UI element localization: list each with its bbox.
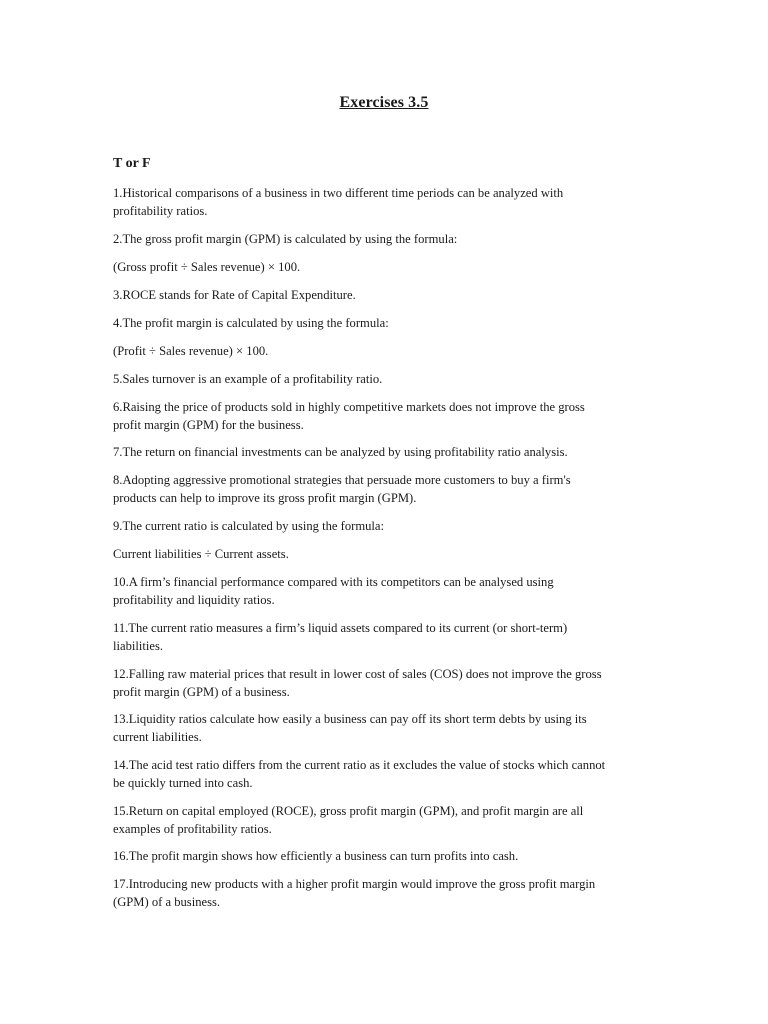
question-10 — [113, 574, 658, 609]
question-line: products can help to improve its gross profit margin (GPM). — [113, 490, 417, 505]
question-line: 13.Liquidity ratios calculate how easily a business can pay off its short term debts by using its — [113, 712, 587, 726]
question-8 — [113, 472, 658, 507]
question-line: 3.ROCE stands for Rate of Capital Expenditure. — [113, 288, 356, 302]
question-line: 17.Introducing new products with a higher profit margin would improve the gross profit margin — [113, 877, 596, 891]
question-line: be quickly turned into cash. — [113, 775, 253, 790]
question-7 — [113, 444, 658, 462]
question-line: profitability ratios. — [113, 203, 208, 218]
question-1 — [113, 185, 658, 220]
question-11 — [113, 620, 658, 655]
question-line: 10.A firm’s financial performance compared with its competitors can be analysed using — [113, 575, 554, 589]
question-line: profit margin (GPM) for the business. — [113, 417, 304, 432]
question-line: 8.Adopting aggressive promotional strategies that persuade more customers to buy a firm's — [113, 473, 571, 487]
question-4 — [113, 315, 658, 333]
question-line: profitability and liquidity ratios. — [113, 592, 275, 607]
question-5 — [113, 371, 658, 389]
formula-gpm — [113, 259, 658, 277]
question-6 — [113, 399, 658, 434]
question-line: current liabilities. — [113, 729, 202, 744]
question-line: 6.Raising the price of products sold in highly competitive markets does not improve the gross — [113, 400, 585, 414]
question-15 — [113, 803, 658, 838]
question-12 — [113, 666, 658, 701]
question-3 — [113, 287, 658, 305]
question-line: 12.Falling raw material prices that result in lower cost of sales (COS) does not improve the gross — [113, 667, 602, 681]
question-13 — [113, 711, 658, 746]
question-line: 7.The return on financial investments can be analyzed by using profitability ratio analysis. — [113, 445, 568, 459]
question-14 — [113, 757, 658, 792]
question-line: liabilities. — [113, 638, 164, 653]
question-16 — [113, 848, 658, 866]
question-line: 14.The acid test ratio differs from the current ratio as it excludes the value of stocks which cannot — [113, 758, 606, 772]
formula-line: (Profit ÷ Sales revenue) × 100. — [113, 344, 269, 358]
section-heading: T or F — [113, 156, 151, 171]
question-line: 4.The profit margin is calculated by using the formula: — [113, 316, 389, 330]
question-line: 9.The current ratio is calculated by using the formula: — [113, 519, 385, 533]
question-2 — [113, 231, 658, 249]
question-9 — [113, 518, 658, 536]
document-title: Exercises 3.5 — [339, 94, 429, 111]
formula-line: Current liabilities ÷ Current assets. — [113, 547, 289, 561]
formula-profit-margin — [113, 343, 658, 361]
question-line: examples of profitability ratios. — [113, 821, 272, 836]
question-line: (GPM) of a business. — [113, 894, 221, 909]
question-17 — [113, 876, 658, 911]
question-line: 11.The current ratio measures a firm’s liquid assets compared to its current (or short-term) — [113, 621, 568, 635]
formula-line: (Gross profit ÷ Sales revenue) × 100. — [113, 260, 301, 274]
question-line: 15.Return on capital employed (ROCE), gross profit margin (GPM), and profit margin are all — [113, 804, 584, 818]
question-line: profit margin (GPM) of a business. — [113, 684, 290, 699]
formula-current-ratio — [113, 546, 658, 564]
question-line: 1.Historical comparisons of a business in two different time periods can be analyzed with — [113, 186, 564, 200]
question-line: 16.The profit margin shows how efficiently a business can turn profits into cash. — [113, 849, 519, 863]
question-line: 2.The gross profit margin (GPM) is calculated by using the formula: — [113, 232, 458, 246]
question-line: 5.Sales turnover is an example of a profitability ratio. — [113, 372, 383, 386]
